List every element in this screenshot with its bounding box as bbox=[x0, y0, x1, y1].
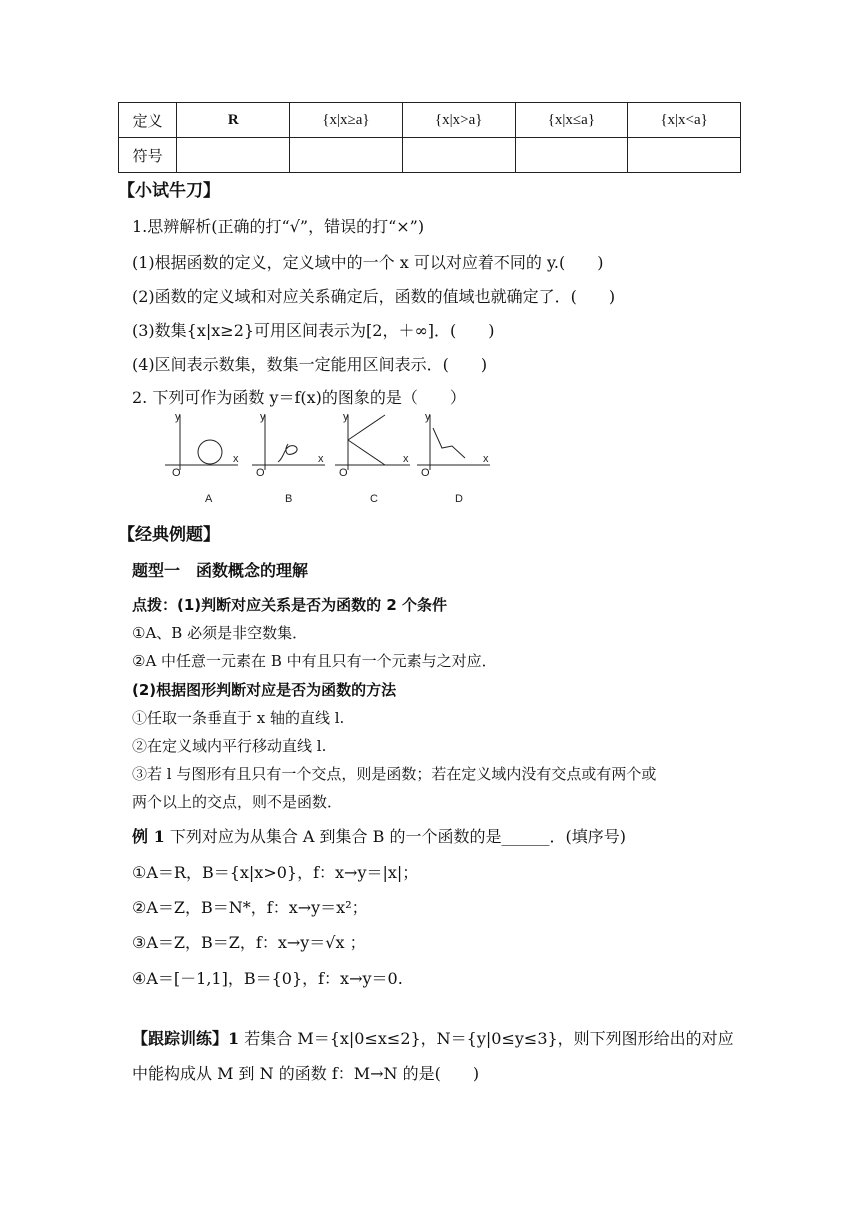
tip-line: ②在定义域内平行移动直线 l. bbox=[132, 737, 327, 755]
table-row-label: 定义 bbox=[119, 103, 177, 138]
axis-x-label: x bbox=[233, 453, 239, 465]
axis-y-label: y bbox=[343, 411, 349, 423]
question-1-item: (4)区间表示数集，数集一定能用区间表示．( ) bbox=[132, 355, 488, 374]
tip-line: ③若 l 与图形有且只有一个交点，则是函数；若在定义域内没有交点或有两个或 bbox=[132, 765, 657, 783]
graph-label: B bbox=[285, 493, 293, 505]
table-row bbox=[119, 138, 741, 173]
origin-label: O bbox=[172, 467, 181, 479]
table-cell: {x|x≥a} bbox=[290, 103, 403, 138]
graph-c bbox=[335, 415, 410, 470]
graph-a bbox=[165, 415, 238, 470]
question-2-text: 2. 下列可作为函数 y＝f(x)的图象的是（ ） bbox=[132, 388, 466, 407]
example-1 bbox=[132, 824, 626, 847]
example-1-text: 下列对应为从集合 A 到集合 B 的一个函数的是______．(填序号) bbox=[169, 827, 626, 846]
tip-title: 点拨：(1)判断对应关系是否为函数的 2 个条件 bbox=[132, 596, 448, 614]
example-1-label: 例 1 bbox=[132, 827, 165, 846]
section-title-classic: 【经典例题】 bbox=[118, 525, 220, 545]
origin-label: O bbox=[256, 467, 265, 479]
question-1-intro: 1.思辨解析(正确的打“√”，错误的打“×”) bbox=[132, 217, 425, 236]
axis-x-label: x bbox=[318, 453, 324, 465]
axis-x-label: x bbox=[483, 453, 489, 465]
table-cell bbox=[290, 138, 403, 173]
question-1-item: (1)根据函数的定义，定义域中的一个 x 可以对应着不同的 y.( ) bbox=[132, 253, 604, 272]
graph-label: D bbox=[455, 493, 463, 505]
question-1-item: (3)数集{x|x≥2}可用区间表示为[2，＋∞]．( ) bbox=[132, 321, 495, 340]
origin-label: O bbox=[339, 467, 348, 479]
table-cell: {x|x≤a} bbox=[515, 103, 628, 138]
origin-label: O bbox=[421, 467, 430, 479]
graph-options-figure bbox=[160, 410, 500, 510]
example-option: ②A＝Z，B＝N*，f：x→y＝x²； bbox=[132, 898, 368, 917]
table-cell: {x|x>a} bbox=[402, 103, 515, 138]
question-1-item: (2)函数的定义域和对应关系确定后，函数的值域也就确定了．( ) bbox=[132, 287, 616, 306]
graph-label: A bbox=[205, 493, 213, 505]
example-option: ③A＝Z，B＝Z，f：x→y＝√x ； bbox=[132, 933, 366, 952]
example-option: ④A＝[－1,1]，B＝{0}，f：x→y＝0. bbox=[132, 969, 403, 988]
table-cell: {x|x<a} bbox=[628, 103, 741, 138]
interval-definition-table bbox=[118, 102, 741, 173]
type-title: 题型一 函数概念的理解 bbox=[132, 561, 309, 580]
section-title-trial: 【小试牛刀】 bbox=[118, 181, 220, 201]
table-cell bbox=[177, 138, 290, 173]
follow-training-text: 若集合 M＝{x|0≤x≤2}，N＝{y|0≤y≤3}，则下列图形给出的对应 bbox=[244, 1029, 734, 1048]
table-cell bbox=[515, 138, 628, 173]
table-cell bbox=[628, 138, 741, 173]
follow-training bbox=[132, 1026, 734, 1049]
tip-line: ①任取一条垂直于 x 轴的直线 l. bbox=[132, 709, 345, 727]
axis-x-label: x bbox=[403, 453, 409, 465]
tip-subtitle: (2)根据图形判断对应是否为函数的方法 bbox=[132, 681, 397, 699]
follow-training-label: 【跟踪训练】1 bbox=[132, 1029, 240, 1048]
table-row bbox=[119, 103, 741, 138]
table-row-label: 符号 bbox=[119, 138, 177, 173]
table-cell bbox=[402, 138, 515, 173]
example-option: ①A＝R，B＝{x|x>0}，f：x→y＝|x|； bbox=[132, 863, 419, 882]
axis-y-label: y bbox=[425, 411, 431, 423]
tip-line: ②A 中任意一元素在 B 中有且只有一个元素与之对应． bbox=[132, 652, 497, 670]
graph-d bbox=[417, 415, 490, 470]
graph-b bbox=[252, 415, 325, 470]
follow-training-text-2: 中能构成从 M 到 N 的函数 f：M→N 的是( ) bbox=[132, 1064, 480, 1083]
table-cell: R bbox=[177, 103, 290, 138]
axis-y-label: y bbox=[260, 411, 266, 423]
graph-label: C bbox=[370, 493, 378, 505]
tip-line: 两个以上的交点，则不是函数． bbox=[132, 793, 343, 811]
tip-line: ①A、B 必须是非空数集． bbox=[132, 624, 308, 642]
axis-y-label: y bbox=[175, 411, 181, 423]
